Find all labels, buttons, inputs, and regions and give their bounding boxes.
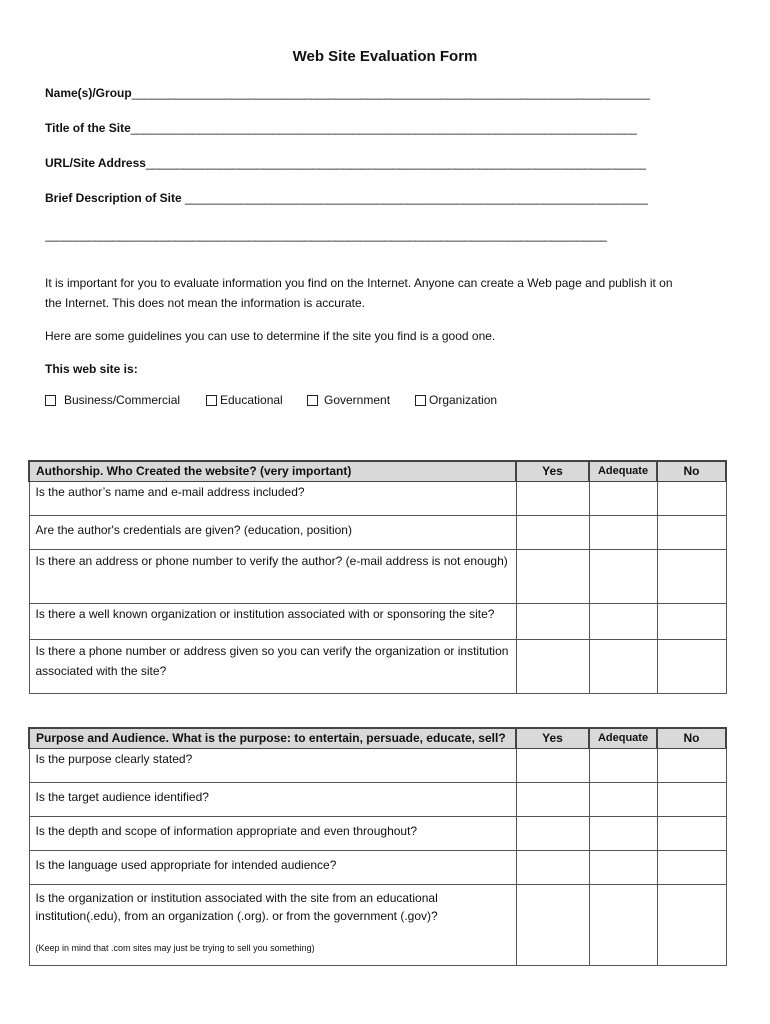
table-row	[29, 482, 726, 516]
no-cell[interactable]	[657, 885, 726, 966]
no-cell[interactable]	[657, 640, 726, 694]
no-cell[interactable]	[657, 749, 726, 783]
authorship-col-no: No	[657, 461, 726, 482]
table-row	[29, 885, 726, 966]
form-title: Web Site Evaluation Form	[292, 48, 478, 65]
yes-cell[interactable]	[516, 851, 589, 885]
authorship-col-adequate: Adequate	[589, 461, 657, 482]
table-row	[29, 550, 726, 604]
table-row	[29, 516, 726, 550]
no-cell[interactable]	[657, 516, 726, 550]
site-title-label: Title of the Site	[45, 121, 131, 135]
blank-line: ___________________________________________________________________________________________	[45, 228, 607, 242]
yes-cell[interactable]	[516, 749, 589, 783]
checkbox-educational[interactable]	[206, 395, 217, 406]
question-cell: Are the author's credentials are given? (education, position)	[29, 516, 516, 550]
authorship-header-row	[29, 461, 726, 482]
description-label: Brief Description of Site	[45, 191, 186, 205]
name-group-label: Name(s)/Group	[45, 86, 132, 100]
name-group-line: ____________________________________________________________________________________	[131, 86, 651, 100]
purpose-header: Purpose and Audience. What is the purpose: to entertain, persuade, educate, sell?	[29, 728, 516, 749]
question-cell: Is the target audience identified?	[29, 783, 516, 817]
checkbox-government[interactable]	[307, 395, 318, 406]
table-row	[29, 851, 726, 885]
yes-cell[interactable]	[516, 783, 589, 817]
question-cell-last	[29, 885, 516, 966]
question-cell: Is there a phone number or address given so you can verify the organization or institution associated with the site?	[29, 640, 516, 694]
site-title-field[interactable]	[45, 121, 637, 135]
site-title-line: __________________________________________________________________________________	[130, 121, 638, 135]
intro-line-1: It is important for you to evaluate information you find on the Internet. Anyone can create a Web page and publish it on	[45, 276, 673, 290]
yes-cell[interactable]	[516, 550, 589, 604]
adequate-cell[interactable]	[589, 885, 657, 966]
question-cell: Is the depth and scope of information appropriate and even throughout?	[29, 817, 516, 851]
authorship-header: Authorship. Who Created the website? (very important)	[29, 461, 516, 482]
table-row	[29, 604, 726, 640]
authorship-table	[28, 460, 727, 694]
description-line: ___________________________________________________________________________	[185, 191, 649, 205]
no-cell[interactable]	[657, 550, 726, 604]
option-educational-label: Educational	[220, 393, 283, 407]
table-row	[29, 749, 726, 783]
table-row	[29, 640, 726, 694]
purpose-table	[28, 727, 727, 966]
com-sites-note: (Keep in mind that .com sites may just be trying to sell you something)	[35, 943, 315, 953]
option-business[interactable]	[45, 393, 180, 407]
checkbox-business[interactable]	[45, 395, 56, 406]
option-organization-label: Organization	[429, 393, 498, 407]
option-organization[interactable]	[415, 393, 497, 407]
purpose-col-adequate: Adequate	[589, 728, 657, 749]
question-cell: Is the language used appropriate for intended audience?	[29, 851, 516, 885]
name-group-field[interactable]	[45, 86, 650, 100]
url-line: _________________________________________________________________________________	[145, 156, 647, 170]
table-row	[29, 817, 726, 851]
question-cell: Is the author’s name and e-mail address included?	[29, 482, 516, 516]
yes-cell[interactable]	[516, 604, 589, 640]
adequate-cell[interactable]	[589, 640, 657, 694]
adequate-cell[interactable]	[589, 516, 657, 550]
purpose-col-yes: Yes	[516, 728, 589, 749]
url-label: URL/Site Address	[45, 156, 146, 170]
question-cell: Is there a well known organization or institution associated with or sponsoring the site?	[29, 604, 516, 640]
adequate-cell[interactable]	[589, 550, 657, 604]
no-cell[interactable]	[657, 783, 726, 817]
adequate-cell[interactable]	[589, 749, 657, 783]
adequate-cell[interactable]	[589, 482, 657, 516]
authorship-col-yes: Yes	[516, 461, 589, 482]
yes-cell[interactable]	[516, 516, 589, 550]
description-field[interactable]	[45, 191, 648, 205]
no-cell[interactable]	[657, 851, 726, 885]
question-text: Is the organization or institution associated with the site from an educational institution(.edu), from an organization (.org). or from the government (.gov)?	[35, 891, 438, 923]
option-educational[interactable]	[206, 393, 283, 407]
yes-cell[interactable]	[516, 482, 589, 516]
option-government-label: Government	[324, 393, 391, 407]
table-row	[29, 783, 726, 817]
guidelines-text: Here are some guidelines you can use to determine if the site you find is a good one.	[45, 329, 496, 343]
site-type-label: This web site is:	[45, 362, 138, 376]
description-extra-line[interactable]	[45, 228, 607, 242]
no-cell[interactable]	[657, 604, 726, 640]
url-field[interactable]	[45, 156, 646, 170]
adequate-cell[interactable]	[589, 783, 657, 817]
adequate-cell[interactable]	[589, 817, 657, 851]
question-cell: Is there an address or phone number to verify the author? (e-mail address is not enough)	[29, 550, 516, 604]
purpose-col-no: No	[657, 728, 726, 749]
adequate-cell[interactable]	[589, 604, 657, 640]
purpose-header-row	[29, 728, 726, 749]
no-cell[interactable]	[657, 817, 726, 851]
checkbox-organization[interactable]	[415, 395, 426, 406]
intro-line-2: the Internet. This does not mean the information is accurate.	[45, 296, 365, 310]
option-government[interactable]	[307, 393, 390, 407]
yes-cell[interactable]	[516, 817, 589, 851]
adequate-cell[interactable]	[589, 851, 657, 885]
yes-cell[interactable]	[516, 640, 589, 694]
question-cell: Is the purpose clearly stated?	[29, 749, 516, 783]
yes-cell[interactable]	[516, 885, 589, 966]
option-business-label: Business/Commercial	[64, 393, 181, 407]
no-cell[interactable]	[657, 482, 726, 516]
